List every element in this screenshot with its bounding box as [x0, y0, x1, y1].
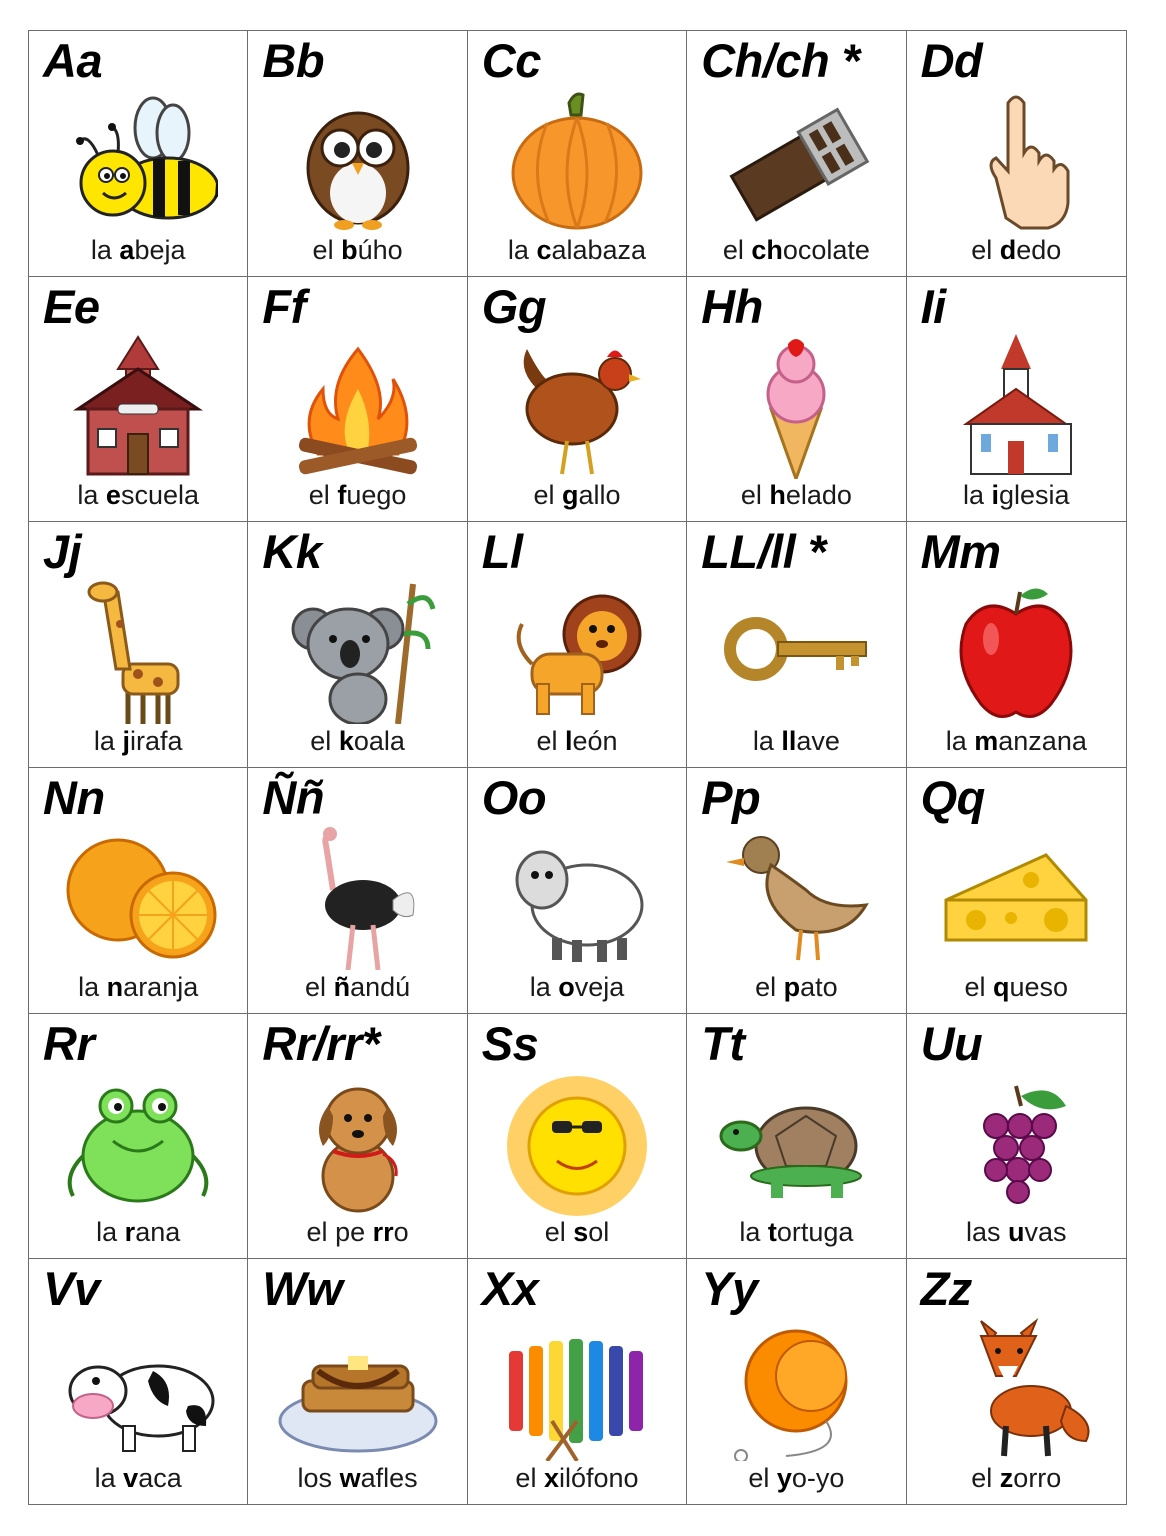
card-letter: Hh — [701, 279, 763, 333]
card-word — [29, 235, 247, 266]
card-letter: LL/ll * — [701, 525, 826, 579]
word-highlight: v — [123, 1463, 139, 1493]
fire-icon — [278, 329, 438, 479]
word-article: el — [740, 480, 762, 511]
word-rest: aranja — [123, 971, 199, 1002]
word-article: el — [971, 1463, 993, 1493]
word-highlight: ch — [751, 234, 783, 265]
word-rest: afles — [360, 1463, 418, 1493]
alphabet-card — [907, 277, 1126, 523]
card-word — [248, 726, 466, 757]
word-article: la — [93, 725, 115, 756]
word-highlight: l — [564, 725, 573, 756]
sun-icon — [497, 1066, 657, 1216]
pumpkin-icon — [497, 83, 657, 233]
alphabet-card — [248, 31, 467, 277]
word-highlight: h — [769, 480, 786, 511]
alphabet-card — [907, 768, 1126, 1014]
card-word — [468, 1217, 686, 1248]
cheese-icon — [936, 820, 1096, 970]
card-word — [468, 235, 686, 266]
alphabet-card — [687, 277, 906, 523]
word-rest: uego — [346, 480, 407, 511]
word-highlight: b — [341, 234, 358, 265]
word-rest: allo — [578, 480, 621, 511]
word-highlight: y — [776, 1463, 792, 1493]
owl-icon — [278, 83, 438, 233]
word-article: el — [515, 1463, 537, 1493]
card-letter: Tt — [701, 1016, 745, 1070]
word-highlight: n — [106, 971, 124, 1002]
alphabet-card — [468, 31, 687, 277]
word-highlight: r — [124, 1217, 136, 1248]
card-word — [907, 235, 1126, 266]
word-rest: irafa — [129, 725, 183, 756]
bee-icon — [58, 83, 218, 233]
card-letter: Zz — [920, 1262, 972, 1316]
card-letter: Rr/rr* — [262, 1016, 380, 1070]
alphabet-card — [907, 31, 1126, 277]
card-letter: Ww — [262, 1262, 343, 1316]
word-article: el — [755, 971, 777, 1002]
card-letter: Cc — [481, 34, 541, 87]
word-article: los — [297, 1463, 333, 1493]
card-word — [248, 1217, 466, 1248]
cow-icon — [58, 1311, 218, 1461]
card-word — [687, 1463, 905, 1494]
word-rest: glesia — [999, 480, 1070, 511]
word-highlight: c — [536, 234, 552, 265]
card-letter: Ii — [920, 279, 946, 333]
chocolate-icon — [716, 83, 876, 233]
turtle-icon — [716, 1066, 876, 1216]
koala-icon — [278, 574, 438, 724]
word-rest: andú — [350, 971, 411, 1002]
word-article: el — [312, 234, 334, 265]
alphabet-card — [29, 277, 248, 523]
card-letter: Ff — [262, 279, 306, 333]
card-word — [468, 1463, 686, 1494]
card-letter: Yy — [701, 1262, 758, 1316]
card-letter: Ss — [481, 1016, 539, 1070]
yoyo-icon — [716, 1311, 876, 1461]
word-article: el — [544, 1217, 566, 1248]
ostrich-icon — [278, 820, 438, 970]
alphabet-card — [468, 1014, 687, 1260]
word-rest: eón — [572, 725, 618, 756]
alphabet-card — [468, 768, 687, 1014]
word-article: la — [962, 480, 984, 511]
apple-icon — [936, 574, 1096, 724]
word-article: el — [310, 725, 332, 756]
word-rest: o-yo — [791, 1463, 845, 1493]
card-letter: Qq — [920, 770, 985, 824]
word-rest: alabaza — [551, 234, 647, 265]
alphabet-card — [907, 1014, 1126, 1260]
orange-icon — [58, 820, 218, 970]
word-highlight: u — [1008, 1217, 1025, 1248]
alphabet-card — [248, 1014, 467, 1260]
word-rest: úho — [357, 234, 403, 265]
word-prefix: pe — [335, 1217, 373, 1248]
alphabet-card — [687, 31, 906, 277]
word-article: el — [722, 234, 744, 265]
word-article: la — [739, 1217, 761, 1248]
word-rest: ocolate — [782, 234, 870, 265]
alphabet-card — [907, 522, 1126, 768]
word-highlight: rr — [372, 1217, 394, 1248]
alphabet-card — [907, 1259, 1126, 1504]
card-word — [248, 235, 466, 266]
card-word — [907, 1217, 1126, 1248]
alphabet-card — [468, 277, 687, 523]
word-rest: beja — [134, 234, 186, 265]
word-article: la — [529, 971, 551, 1002]
card-letter: Kk — [262, 525, 322, 579]
card-letter: Ll — [481, 525, 523, 579]
schoolhouse-icon — [58, 329, 218, 479]
sheep-icon — [497, 820, 657, 970]
card-word — [29, 480, 247, 511]
alphabet-card — [687, 522, 906, 768]
key-icon — [716, 574, 876, 724]
card-letter: Rr — [43, 1016, 95, 1070]
word-rest: oala — [353, 725, 405, 756]
card-letter: Vv — [43, 1262, 100, 1316]
word-article: la — [78, 971, 100, 1002]
church-icon — [936, 329, 1096, 479]
word-article: el — [533, 480, 555, 511]
finger-icon — [936, 83, 1096, 233]
card-letter: Xx — [481, 1262, 539, 1316]
card-word — [248, 480, 466, 511]
word-article: el — [964, 971, 986, 1002]
word-article: el — [308, 480, 330, 511]
card-word — [29, 972, 247, 1003]
card-letter: Bb — [262, 34, 325, 87]
word-highlight: a — [119, 234, 135, 265]
alphabet-card — [687, 1259, 906, 1504]
word-highlight: f — [337, 480, 347, 511]
fox-icon — [936, 1311, 1096, 1461]
alphabet-card — [29, 31, 248, 277]
alphabet-card — [248, 768, 467, 1014]
card-letter: Uu — [920, 1016, 983, 1070]
word-article: la — [90, 234, 112, 265]
alphabet-card — [687, 1014, 906, 1260]
word-highlight: o — [558, 971, 575, 1002]
alphabet-grid — [28, 30, 1127, 1505]
card-letter: Ee — [43, 279, 100, 333]
card-word — [687, 235, 905, 266]
card-word — [907, 726, 1126, 757]
alphabet-card — [468, 522, 687, 768]
alphabet-card — [468, 1259, 687, 1504]
word-rest: anzana — [998, 725, 1087, 756]
word-article: la — [77, 480, 99, 511]
alphabet-card — [248, 1259, 467, 1504]
puppy-icon — [278, 1066, 438, 1216]
word-article: el — [748, 1463, 770, 1493]
rooster-icon — [497, 329, 657, 479]
word-article: la — [96, 1217, 118, 1248]
card-letter: Aa — [43, 34, 103, 87]
word-rest: ato — [800, 971, 838, 1002]
word-rest: elado — [785, 480, 852, 511]
word-highlight: k — [338, 725, 354, 756]
card-word — [687, 480, 905, 511]
word-rest: scuela — [120, 480, 199, 511]
card-word — [687, 726, 905, 757]
lion-icon — [497, 574, 657, 724]
word-highlight: j — [122, 725, 130, 756]
card-letter: Gg — [481, 279, 547, 333]
word-rest: ana — [135, 1217, 181, 1248]
card-letter: Dd — [920, 34, 983, 87]
word-rest: ortuga — [776, 1217, 854, 1248]
card-word — [907, 480, 1126, 511]
card-word — [248, 972, 466, 1003]
word-article: la — [507, 234, 529, 265]
word-article: el — [536, 725, 558, 756]
ice-cream-icon — [716, 329, 876, 479]
word-highlight: t — [767, 1217, 777, 1248]
word-highlight: ll — [781, 725, 797, 756]
word-rest: edo — [1016, 234, 1062, 265]
alphabet-card — [687, 768, 906, 1014]
word-rest: aca — [138, 1463, 182, 1493]
word-highlight: x — [543, 1463, 559, 1493]
word-rest: vas — [1024, 1217, 1067, 1248]
duck-icon — [716, 820, 876, 970]
alphabet-card — [29, 522, 248, 768]
word-highlight: w — [339, 1463, 361, 1493]
alphabet-card — [29, 768, 248, 1014]
word-article: el — [305, 971, 327, 1002]
card-word — [29, 1463, 247, 1494]
word-rest: orro — [1013, 1463, 1062, 1493]
card-letter: Oo — [481, 770, 547, 824]
card-letter: Jj — [43, 525, 82, 579]
word-highlight: g — [561, 480, 579, 511]
card-word — [687, 1217, 905, 1248]
word-article: el — [306, 1217, 328, 1248]
card-word — [29, 1217, 247, 1248]
word-article: las — [966, 1217, 1001, 1248]
card-word — [468, 480, 686, 511]
alphabet-card — [29, 1259, 248, 1504]
waffles-icon — [278, 1311, 438, 1461]
word-highlight: e — [105, 480, 121, 511]
word-rest: o — [393, 1217, 409, 1248]
word-rest: ueso — [1009, 971, 1069, 1002]
word-highlight: m — [974, 725, 999, 756]
word-highlight: q — [993, 971, 1010, 1002]
word-article: la — [752, 725, 774, 756]
card-letter: Nn — [43, 770, 105, 824]
word-article: la — [945, 725, 967, 756]
card-word — [468, 726, 686, 757]
card-word — [248, 1463, 466, 1494]
word-highlight: d — [999, 234, 1017, 265]
alphabet-card — [248, 277, 467, 523]
word-rest: ilófono — [558, 1463, 639, 1493]
card-word — [687, 972, 905, 1003]
word-article: la — [94, 1463, 116, 1493]
alphabet-card — [248, 522, 467, 768]
giraffe-icon — [58, 574, 218, 724]
word-article: el — [971, 234, 993, 265]
card-letter: Pp — [701, 770, 761, 824]
word-rest: ave — [796, 725, 840, 756]
card-letter: Mm — [920, 525, 1001, 579]
word-highlight: s — [573, 1217, 589, 1248]
card-word — [907, 1463, 1126, 1494]
word-rest: veja — [574, 971, 625, 1002]
card-word — [468, 972, 686, 1003]
frog-icon — [58, 1066, 218, 1216]
alphabet-card — [29, 1014, 248, 1260]
card-letter: Ññ — [262, 770, 325, 824]
word-highlight: ñ — [333, 971, 351, 1002]
word-highlight: i — [991, 480, 1000, 511]
card-word — [907, 972, 1126, 1003]
word-highlight: p — [783, 971, 801, 1002]
card-word — [29, 726, 247, 757]
word-rest: ol — [588, 1217, 610, 1248]
card-letter: Ch/ch * — [701, 34, 860, 87]
word-highlight: z — [999, 1463, 1014, 1493]
grapes-icon — [936, 1066, 1096, 1216]
xylophone-icon — [497, 1311, 657, 1461]
